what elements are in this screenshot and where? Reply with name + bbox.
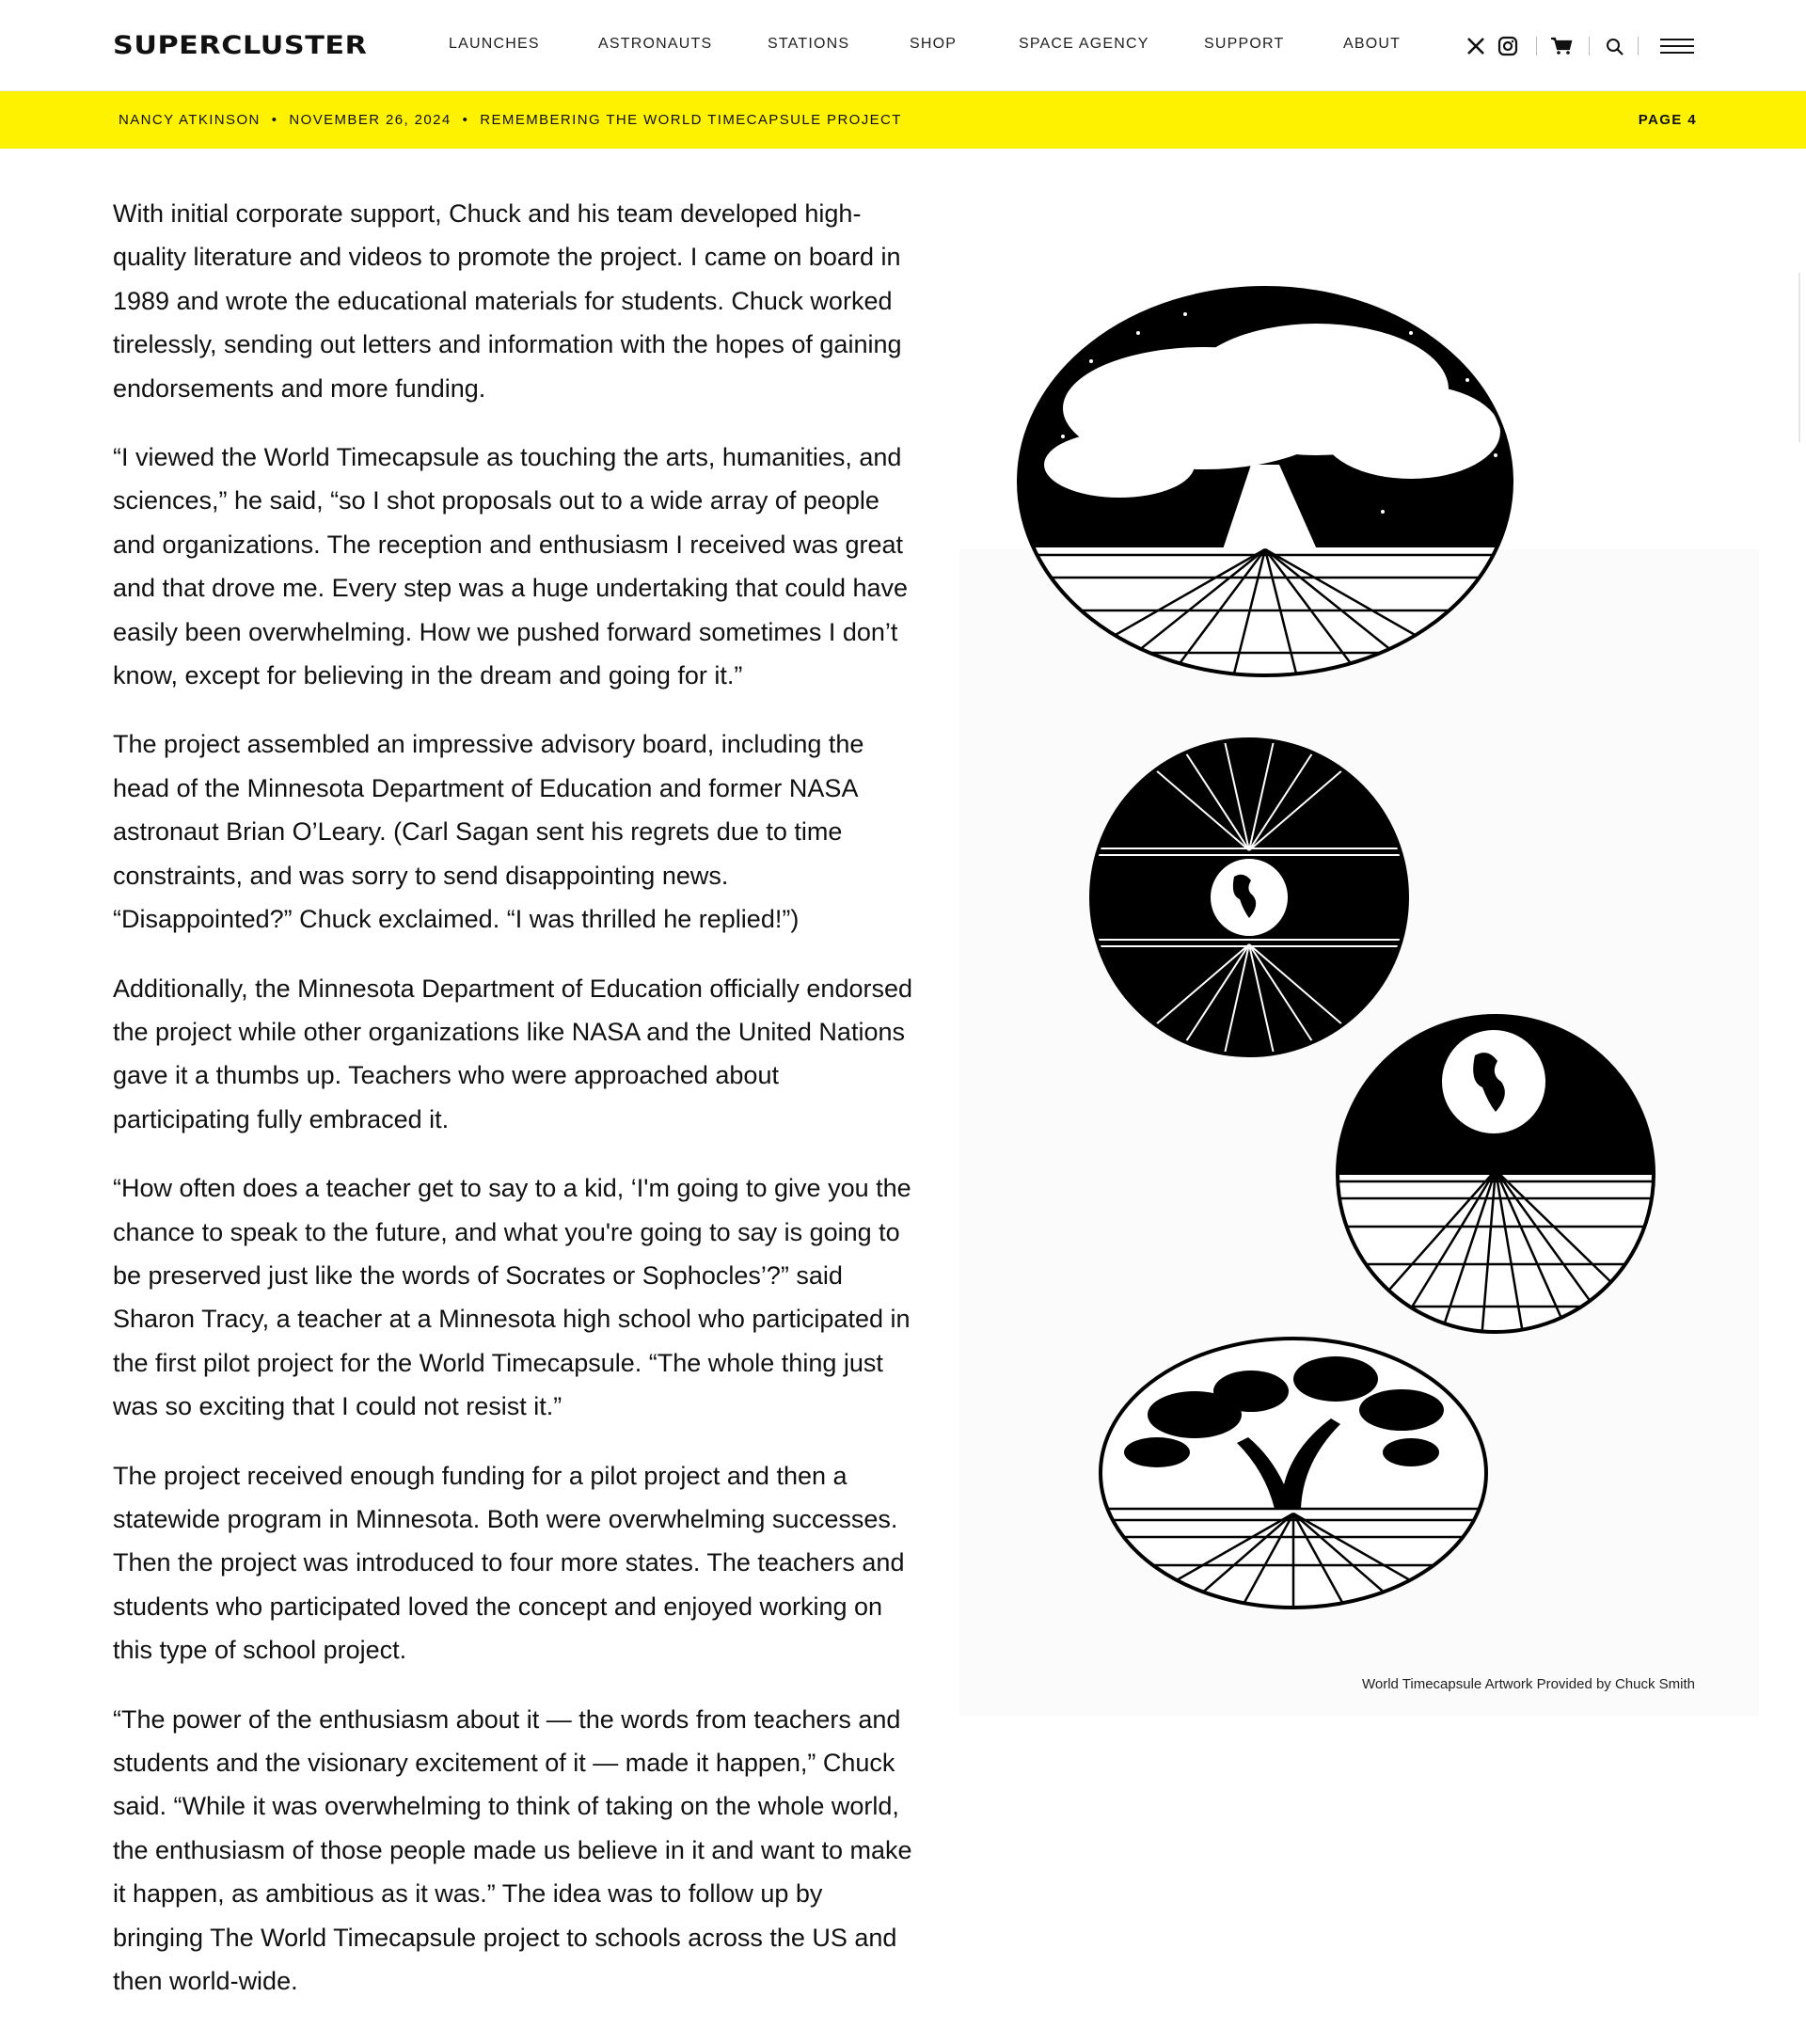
nav-space-agency[interactable]: SPACE AGENCY (1019, 36, 1149, 52)
site-logo[interactable]: SUPERCLUSTER (113, 31, 368, 60)
article-paragraph: “I viewed the World Timecapsule as touching the arts, humanities, and sciences,” he said, “so I shot proposals out to a wide array of people and organizations. The reception and enthusiasm I received was great and that drove me. Every step was a huge undertaking that could have easily been overwhelming. How we pushed forward sometimes I don’t know, except for believing in the dream and going for it.” (113, 443, 909, 690)
timecapsule-artwork (941, 192, 1759, 1697)
search-icon[interactable] (1605, 32, 1625, 65)
figure-caption: World Timecapsule Artwork Provided by Chuck Smith (1361, 1676, 1695, 1692)
nav-stations[interactable]: STATIONS (768, 36, 850, 52)
article-paragraph: The project received enough funding for a pilot project and then a statewide program in Minnesota. Both were overwhelming successes. Then the project was introduced to four more states. The teachers and students who participated loved the concept and enjoyed working on this type of school project. (113, 1461, 905, 1665)
cart-icon[interactable] (1550, 32, 1573, 65)
article-figure (941, 192, 1759, 1725)
site-header (0, 0, 1806, 91)
x-twitter-icon[interactable] (1466, 32, 1485, 65)
earth-horizon-emblem (1336, 1010, 1656, 1344)
article-meta (119, 112, 902, 128)
separator-dot: • (271, 112, 278, 128)
divider (1638, 37, 1639, 55)
article-paragraph: Additionally, the Minnesota Department of Education officially endorsed the project while other organizations like NASA and the United Nations gave it a thumbs up. Teachers who were approached about participating fully embraced it. (113, 974, 912, 1133)
page-indicator: PAGE 4 (1638, 112, 1697, 128)
article-title: REMEMBERING THE WORLD TIMECAPSULE PROJECT (480, 112, 902, 128)
publish-date: NOVEMBER 26, 2024 (289, 112, 452, 128)
scrollbar[interactable] (1798, 273, 1800, 442)
nav-support[interactable]: SUPPORT (1204, 36, 1285, 52)
tree-emblem (1016, 286, 1524, 681)
instagram-icon[interactable] (1497, 32, 1518, 65)
article-paragraph: “The power of the enthusiasm about it — the words from teachers and students and the visionary excitement of it — made it happen,” Chuck said. “While it was overwhelming to think of taking on the whole world, the enthusiasm of those people made us believe in it and want to make it happen, as ambitious as it was.” The idea was to follow up by bringing The World Timecapsule project to schools across the US and then world-wide. (113, 1704, 912, 1996)
article-meta-bar (0, 91, 1806, 149)
article-paragraph: With initial corporate support, Chuck and his team developed high-quality literature and videos to promote the project. I came on board in 1989 and wrote the educational materials for students. Chuck worked tirelessly, sending out letters and information with the hopes of gaining endorsements and more funding. (113, 199, 902, 403)
article-paragraph: The project assembled an impressive advisory board, including the head of the Minnesota Department of Education and former NASA astronaut Brian O’Leary. (Carl Sagan sent his regrets due to time constraints, and was sorry to send disappointing news. “Disappointed?” Chuck exclaimed. “I was thrilled he replied!”) (113, 730, 864, 934)
article-paragraph: “How often does a teacher get to say to a kid, ‘I'm going to give you the chance to speak to the future, and what you're going to say is going to be preserved just like the words of Socrates or Sophocles’?” said Sharon Tracy, a teacher at a Minnesota high school who participated in the first pilot project for the World Timecapsule. “The whole thing just was so exciting that I could not resist it.” (113, 1174, 911, 1421)
nav-about[interactable]: ABOUT (1343, 36, 1402, 52)
divider (1536, 37, 1537, 55)
separator-dot: • (462, 112, 469, 128)
nav-shop[interactable]: SHOP (910, 36, 958, 52)
bonsai-emblem (1101, 1339, 1486, 1608)
nav-launches[interactable]: LAUNCHES (449, 36, 540, 52)
article-body (113, 192, 912, 2028)
nav-astronauts[interactable]: ASTRONAUTS (598, 36, 713, 52)
earth-rays-emblem (1082, 728, 1420, 1067)
divider (1589, 37, 1590, 55)
author-link[interactable]: NANCY ATKINSON (119, 112, 261, 128)
menu-icon[interactable] (1659, 32, 1695, 65)
